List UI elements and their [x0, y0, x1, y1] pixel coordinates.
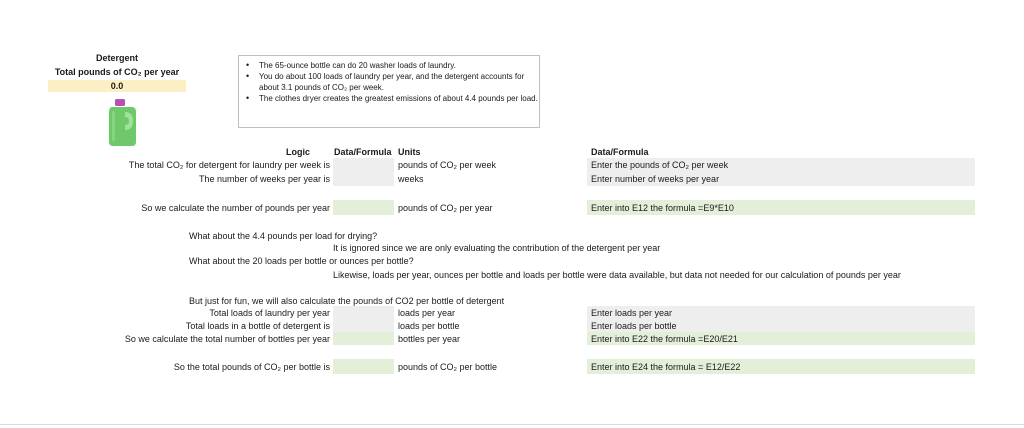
column-logic: Logic: [286, 147, 310, 157]
row-logic-loads-year: Total loads of laundry per year: [209, 308, 330, 318]
bottom-divider: [0, 424, 1024, 425]
formula-weekly-co2: Enter the pounds of CO₂ per week: [591, 160, 729, 170]
row-logic-weekly-co2: The total CO₂ for detergent for laundry per week is: [128, 160, 330, 170]
note-item: • You do about 100 loads of laundry per year, and the detergent accounts for about 3.1 pounds of CO₂ per week.: [259, 71, 539, 93]
header-subtitle: Total pounds of CO₂ per year: [54, 67, 180, 77]
header-title: Detergent: [95, 53, 138, 63]
row-logic-weeks: The number of weeks per year is: [198, 174, 330, 184]
column-data-formula: Data/Formula: [334, 147, 392, 157]
detergent-bottle-icon: [106, 99, 140, 147]
row-logic-pounds-year: So we calculate the number of pounds per year: [141, 203, 330, 213]
input-bottles-year[interactable]: [333, 332, 394, 345]
formula-pounds-bottle: Enter into E24 the formula = E12/E22: [591, 362, 741, 372]
formula-loads-year: Enter loads per year: [591, 308, 673, 318]
row-logic-pounds-bottle: So the total pounds of CO₂ per bottle is: [173, 362, 330, 372]
input-weeks[interactable]: [333, 172, 394, 186]
fun-calculation-intro: But just for fun, we will also calculate the pounds of CO2 per bottle of detergent: [189, 296, 505, 306]
answer-drying: It is ignored since we are only evaluating the contribution of the detergent per year: [333, 243, 661, 253]
input-loads-bottle[interactable]: [333, 319, 394, 332]
formula-loads-bottle: Enter loads per bottle: [591, 321, 677, 331]
input-pounds-year[interactable]: [333, 200, 394, 215]
units-loads-year: loads per year: [398, 308, 456, 318]
formula-weeks: Enter number of weeks per year: [591, 174, 720, 184]
units-bottles-year: bottles per year: [398, 334, 461, 344]
total-pounds-value[interactable]: 0.0: [48, 80, 186, 92]
column-data-formula-right: Data/Formula: [591, 147, 649, 157]
question-loads-per-bottle: What about the 20 loads per bottle or ounces per bottle?: [189, 256, 414, 266]
units-pounds-bottle: pounds of CO₂ per bottle: [398, 362, 498, 372]
answer-loads-per-bottle: Likewise, loads per year, ounces per bottle and loads per bottle were data available, but data not needed for our calculation of pounds per year: [333, 270, 901, 280]
formula-pounds-year: Enter into E12 the formula =E9*E10: [591, 203, 734, 213]
notes-box: [238, 55, 540, 128]
note-item: • The clothes dryer creates the greatest emissions of about 4.4 pounds per load.: [259, 93, 539, 104]
input-pounds-bottle[interactable]: [333, 359, 394, 374]
row-logic-loads-bottle: Total loads in a bottle of detergent is: [185, 321, 330, 331]
units-loads-bottle: loads per bottle: [398, 321, 460, 331]
input-loads-year[interactable]: [333, 306, 394, 319]
formula-bottles-year: Enter into E22 the formula =E20/E21: [591, 334, 738, 344]
units-pounds-year: pounds of CO₂ per year: [398, 203, 493, 213]
row-logic-bottles-year: So we calculate the total number of bottles per year: [124, 334, 330, 344]
question-drying: What about the 4.4 pounds per load for drying?: [189, 231, 378, 241]
note-item: • The 65-ounce bottle can do 20 washer loads of laundry.: [259, 60, 539, 71]
units-weekly-co2: pounds of CO₂ per week: [398, 160, 497, 170]
column-units: Units: [398, 147, 421, 157]
units-weeks: weeks: [398, 174, 424, 184]
input-weekly-co2[interactable]: [333, 158, 394, 172]
